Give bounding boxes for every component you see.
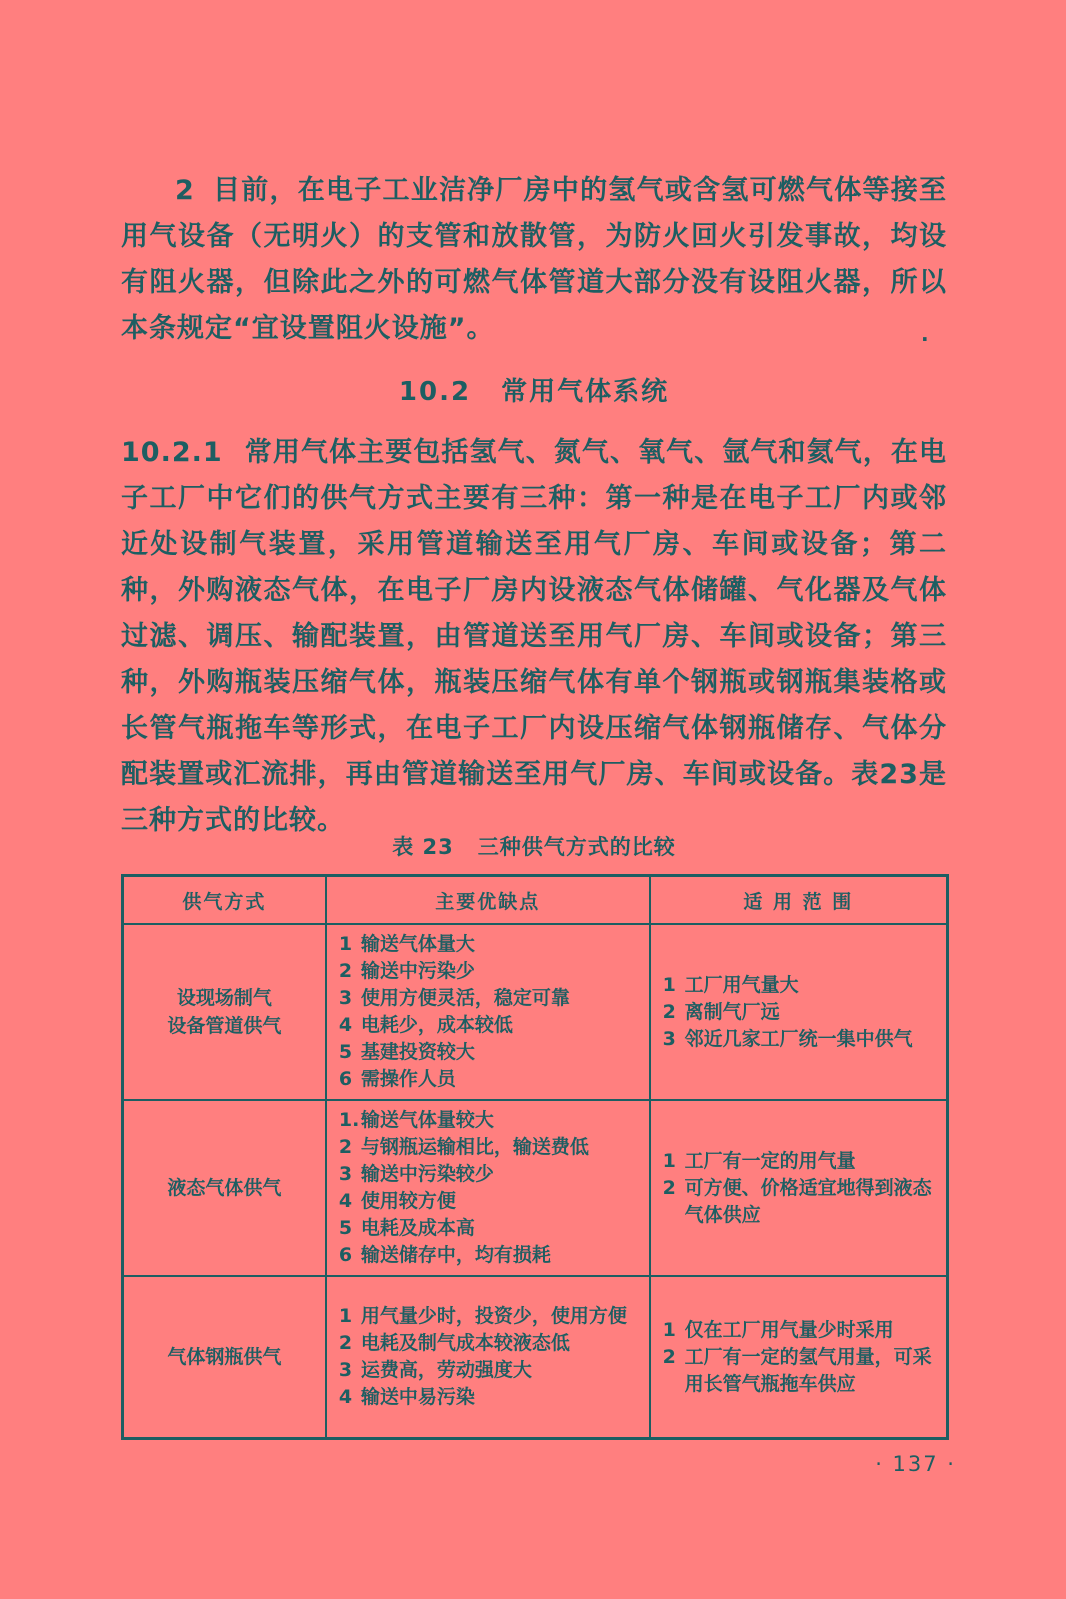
list-item: 4 输送中易污染: [338, 1386, 475, 1409]
list-item: 1 工厂有一定的用气量: [662, 1149, 856, 1172]
list-item: 4 使用较方便: [338, 1190, 456, 1213]
method-cell: [123, 1100, 326, 1276]
header-pros-cons: 主要优缺点: [326, 876, 650, 925]
gas-supply-comparison-table: [121, 874, 949, 1440]
scope-cell: [650, 924, 948, 1100]
list-item: 4 电耗少，成本较低: [338, 1014, 513, 1037]
paragraph-text: 目前，在电子工业洁净厂房中的氢气或含氢可燃气体等接至用气设备（无明火）的支管和放散管，为防火回火引发事故，均设有阻火器，但除此之外的可燃气体管道大部分没有设阻火器，所以本条规定“宜设置阻火设施”。: [121, 175, 947, 344]
table-header-row: [123, 876, 948, 925]
header-scope: 适 用 范 围: [650, 876, 948, 925]
method-cell: [123, 1276, 326, 1438]
stray-mark: .: [921, 322, 929, 346]
scope-cell: [650, 1276, 948, 1438]
list-item: 3 输送中污染较少: [338, 1163, 494, 1186]
pros-cell: [326, 1276, 650, 1438]
list-item: 6 需操作人员: [338, 1068, 456, 1091]
list-item: 1 输送气体量大: [338, 933, 475, 956]
table-title: 三种供气方式的比较: [477, 835, 676, 859]
list-item: 2 离制气厂远: [662, 1000, 780, 1023]
list-item: 6 输送储存中，均有损耗: [338, 1244, 551, 1267]
table-caption: [121, 832, 947, 862]
method-line: 设备管道供气: [167, 1015, 282, 1038]
list-item: 2 工厂有一定的氢气用量，可采用长管气瓶拖车供应: [662, 1345, 932, 1395]
list-item: 1 仅在工厂用气量少时采用: [662, 1318, 894, 1341]
paragraph-clause-10-2-1: [121, 430, 947, 844]
table-row: [123, 1276, 948, 1438]
section-number: 10.2: [398, 377, 472, 407]
list-item: 1 用气量少时，投资少，使用方便: [338, 1305, 627, 1328]
list-item: 3 使用方便灵活，稳定可靠: [338, 987, 570, 1010]
scope-cell: [650, 1100, 948, 1276]
clause-number: 10.2.1: [121, 437, 223, 468]
method-line: 气体钢瓶供气: [167, 1346, 282, 1369]
method-line: 液态气体供气: [167, 1177, 282, 1200]
table-row: [123, 1100, 948, 1276]
list-item: 2 电耗及制气成本较液态低: [338, 1332, 570, 1355]
table-number: 表 23: [392, 835, 454, 859]
paragraph-item-2: [121, 168, 947, 352]
section-heading: [121, 372, 947, 412]
section-title-text: 常用气体系统: [501, 377, 670, 407]
list-item: 2 与钢瓶运输相比，输送费低: [338, 1136, 589, 1159]
pros-cell: [326, 924, 650, 1100]
list-item: 2 输送中污染少: [338, 960, 475, 983]
item-number: 2: [175, 175, 195, 206]
list-item: 5 基建投资较大: [338, 1041, 475, 1064]
table-row: [123, 924, 948, 1100]
list-item: 1 工厂用气量大: [662, 973, 799, 996]
paragraph-text: 常用气体主要包括氢气、氮气、氧气、氩气和氦气，在电子工厂中它们的供气方式主要有三种：第一种是在电子工厂内或邻近处设制气装置，采用管道输送至用气厂房、车间或设备；第二种，外购液态气体，在电子厂房内设液态气体储罐、气化器及气体过滤、调压、输配装置，由管道送至用气厂房、车间或设备；第三种，外购瓶装压缩气体，瓶装压缩气体有单个钢瓶或钢瓶集装格或长管气瓶拖车等形式，在电子工厂内设压缩气体钢瓶储存、气体分配装置或汇流排，再由管道输送至用气厂房、车间或设备。表23是三种方式的比较。: [121, 437, 947, 836]
list-item: 3 邻近几家工厂统一集中供气: [662, 1027, 913, 1050]
page-number: · 137 ·: [875, 1452, 956, 1476]
method-cell: [123, 924, 326, 1100]
list-item: 5 电耗及成本高: [338, 1217, 475, 1240]
list-item: 2 可方便、价格适宜地得到液态气体供应: [662, 1176, 932, 1226]
header-method: 供气方式: [123, 876, 326, 925]
pros-cell: [326, 1100, 650, 1276]
method-line: 设现场制气: [176, 987, 272, 1010]
list-item: 3 运费高，劳动强度大: [338, 1359, 532, 1382]
list-item: 1. 输送气体量较大: [338, 1109, 494, 1132]
